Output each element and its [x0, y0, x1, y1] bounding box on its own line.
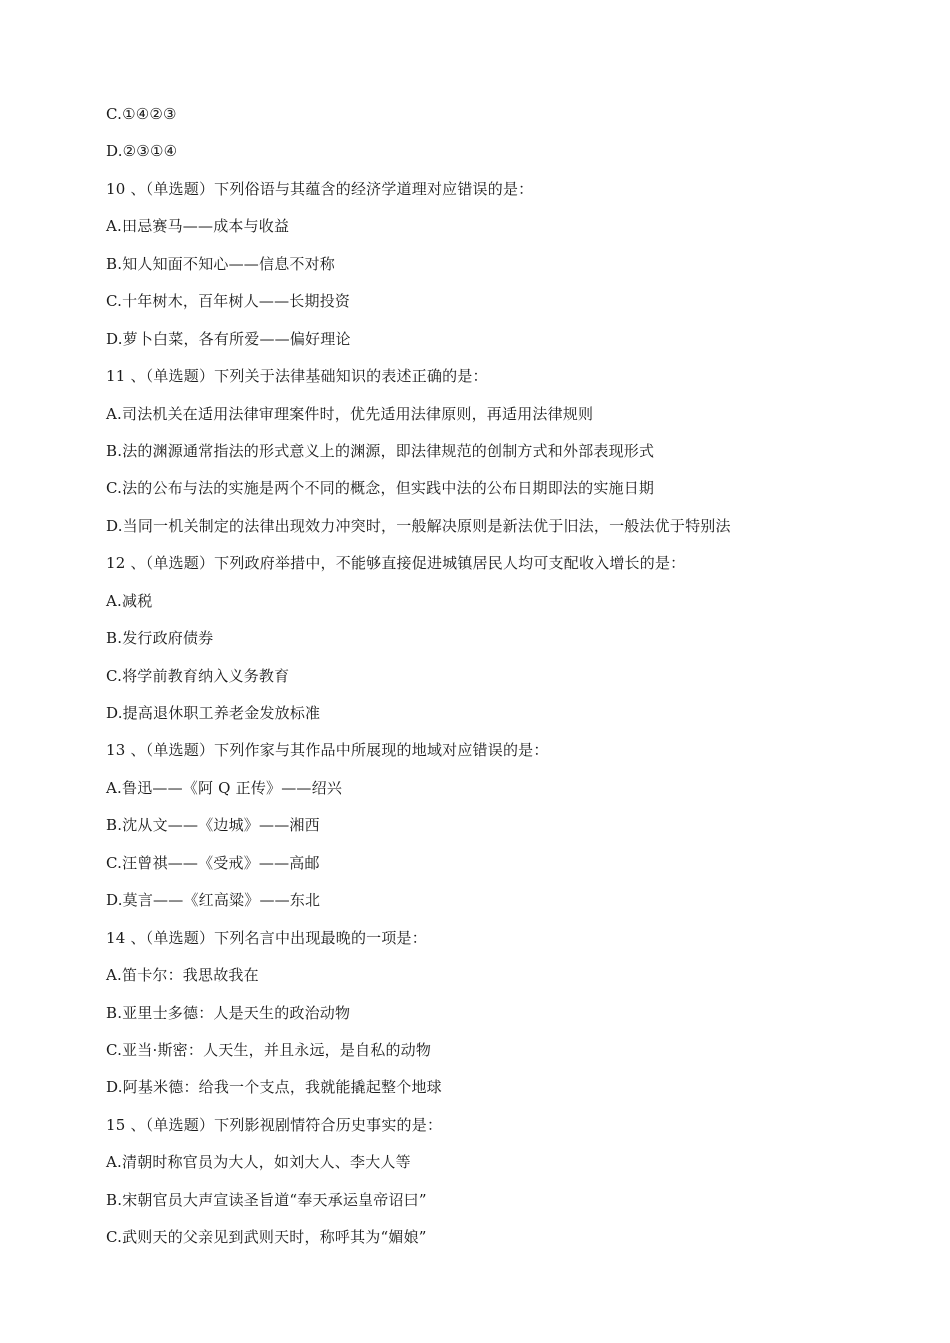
- question-list: [106, 101, 926, 1262]
- option-line: C.十年树木，百年树人——长期投资: [106, 292, 351, 311]
- option-line: D.萝卜白菜，各有所爱——偏好理论: [106, 329, 351, 348]
- option-line: B.法的渊源通常指法的形式意义上的渊源，即法律规范的创制方式和外部表现形式: [106, 441, 655, 460]
- option-line: B.知人知面不知心——信息不对称: [106, 254, 335, 273]
- question-stem: 14 、（单选题）下列名言中出现最晚的一项是：: [106, 928, 427, 947]
- question-stem: 12 、（单选题）下列政府举措中，不能够直接促进城镇居民人均可支配收入增长的是：: [106, 554, 686, 573]
- option-line: C.法的公布与法的实施是两个不同的概念，但实践中法的公布日期即法的实施日期: [106, 479, 655, 498]
- option-line: D.提高退休职工养老金发放标准: [106, 704, 321, 722]
- option-line: C.将学前教育纳入义务教育: [106, 666, 290, 685]
- question-stem: 13 、（单选题）下列作家与其作品中所展现的地域对应错误的是：: [106, 741, 549, 760]
- option-line: A.减税: [106, 591, 153, 610]
- option-line: C.亚当·斯密：人天生，并且永远，是自私的动物: [106, 1040, 432, 1059]
- option-line: D.当同一机关制定的法律出现效力冲突时，一般解决原则是新法优于旧法，一般法优于特别法: [106, 516, 731, 535]
- option-line: B.亚里士多德：人是天生的政治动物: [106, 1003, 351, 1022]
- option-line: D.莫言——《红高粱》——东北: [106, 891, 321, 910]
- option-line: D.②③①④: [106, 142, 178, 161]
- question-stem: 11 、（单选题）下列关于法律基础知识的表述正确的是：: [106, 367, 488, 386]
- option-line: D.阿基米德：给我一个支点，我就能撬起整个地球: [106, 1078, 442, 1097]
- option-line: A.鲁迅——《阿 Q 正传》——绍兴: [106, 778, 343, 797]
- option-line: A.笛卡尔：我思故我在: [106, 966, 259, 985]
- option-line: A.司法机关在适用法律审理案件时，优先适用法律原则，再适用法律规则: [106, 404, 594, 423]
- option-line: B.沈从文——《边城》——湘西: [106, 816, 320, 835]
- question-stem: 10 、（单选题）下列俗语与其蕴含的经济学道理对应错误的是：: [106, 179, 534, 198]
- question-stem: 15 、（单选题）下列影视剧情符合历史事实的是：: [106, 1115, 443, 1134]
- option-line: B.发行政府债券: [106, 629, 214, 648]
- option-line: B.宋朝官员大声宣读圣旨道“奉天承运皇帝诏曰”: [106, 1190, 427, 1209]
- option-line: C.汪曾祺——《受戒》——高邮: [106, 853, 320, 872]
- option-line: A.清朝时称官员为大人，如刘大人、李大人等: [106, 1153, 411, 1172]
- option-line: C.武则天的父亲见到武则天时，称呼其为“媚娘”: [106, 1228, 427, 1247]
- option-line: A.田忌赛马——成本与收益: [106, 217, 290, 236]
- option-line: C.①④②③: [106, 105, 177, 123]
